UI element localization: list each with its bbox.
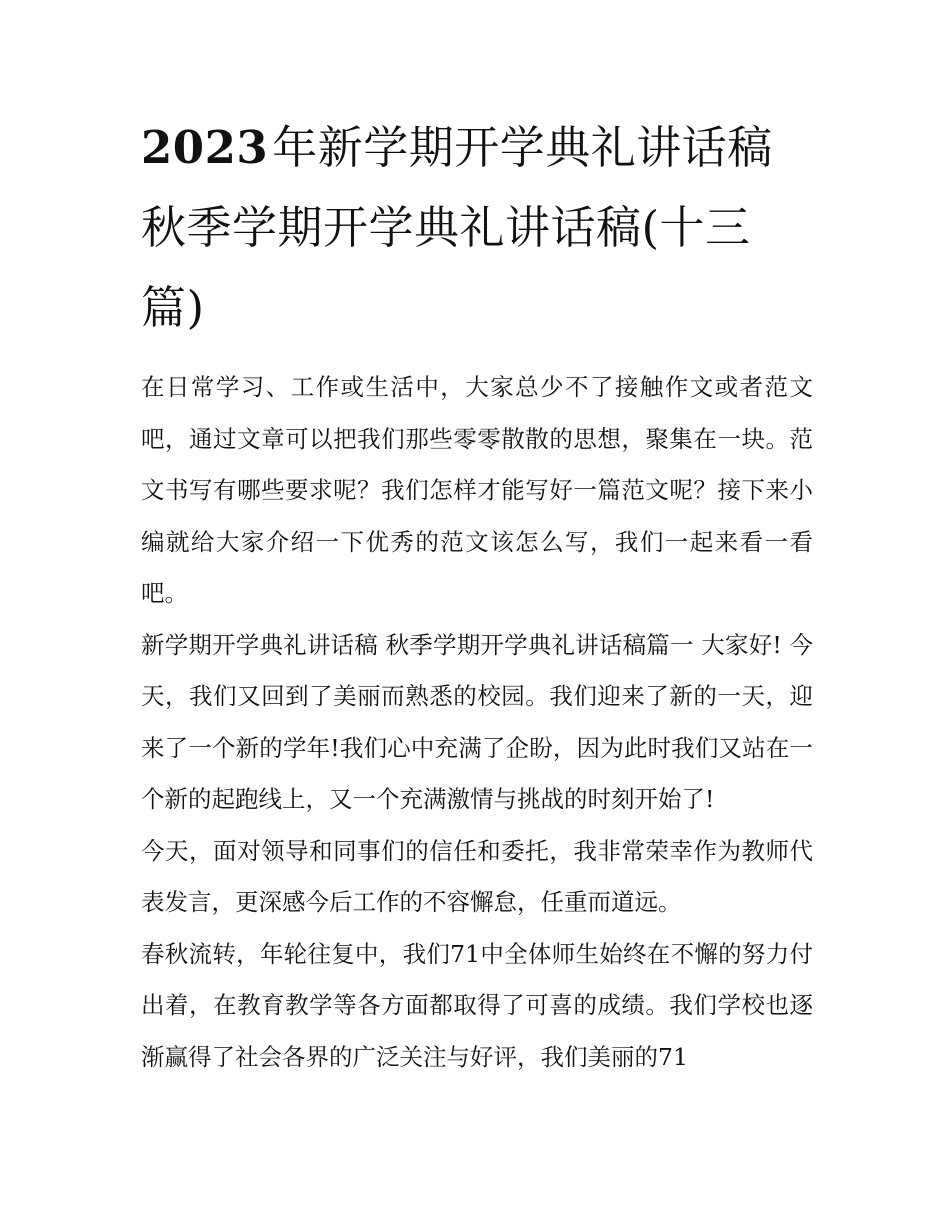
document-page bbox=[141, 108, 813, 1083]
document-body bbox=[141, 362, 813, 1083]
speech-opening-paragraph: 新学期开学典礼讲话稿 秋季学期开学典礼讲话稿篇一 大家好! 今天，我们又回到了美丽而熟悉的校园。我们迎来了新的一天，迎来了一个新的学年!我们心中充满了企盼，因为此时我们又站在一个新的起跑线上，又一个充满激情与挑战的时刻开始了! bbox=[141, 630, 813, 813]
document-title bbox=[141, 108, 813, 348]
intro-paragraph: 在日常学习、工作或生活中，大家总少不了接触作文或者范文吧，通过文章可以把我们那些零零散散的思想，聚集在一块。范文书写有哪些要求呢？我们怎样才能写好一篇范文呢？接下来小编就给大家介绍一下优秀的范文该怎么写，我们一起来看一看吧。 bbox=[141, 373, 813, 607]
speech-paragraph: 春秋流转，年轮往复中，我们71中全体师生始终在不懈的努力付出着，在教育教学等各方面都取得了可喜的成绩。我们学校也逐渐赢得了社会各界的广泛关注与好评，我们美丽的71 bbox=[141, 939, 813, 1071]
title-year: 2023 bbox=[141, 121, 269, 174]
speech-paragraph: 今天，面对领导和同事们的信任和委托，我非常荣幸作为教师代表发言，更深感今后工作的不容懈怠，任重而道远。 bbox=[141, 836, 813, 916]
title-text: 年新学期开学典礼讲话稿 秋季学期开学典礼讲话稿(十三篇) bbox=[141, 121, 773, 334]
